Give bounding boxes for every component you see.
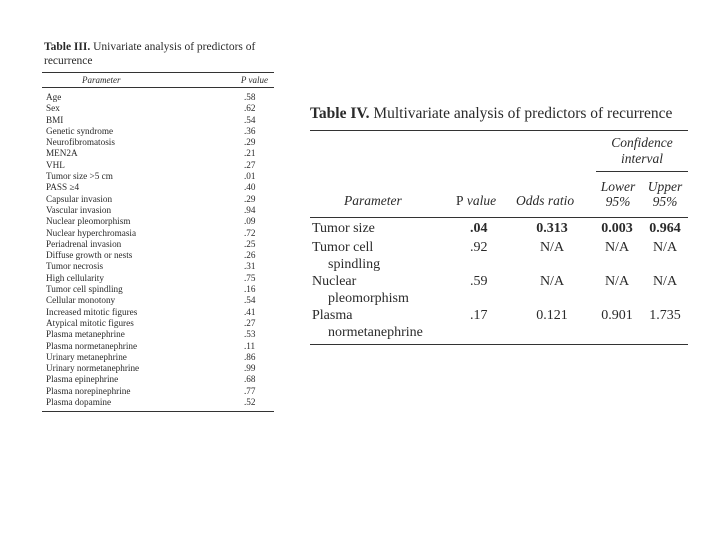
- table-row: [42, 307, 274, 318]
- table-iv-header: [310, 131, 688, 217]
- table-iii-caption: [44, 40, 274, 68]
- row-parameter: High cellularity: [46, 272, 104, 283]
- row-p-value: .68: [244, 374, 256, 385]
- row-p-value: .09: [244, 216, 256, 227]
- row-parameter: Plasma epinephrine: [46, 374, 119, 385]
- lower-line-1: Lower: [600, 179, 636, 194]
- row-parameter: Atypical mitotic figures: [46, 317, 134, 328]
- table-iv-header-upper: [642, 179, 688, 209]
- table-row: [42, 148, 274, 159]
- row-p-value: .25: [244, 238, 256, 249]
- row-parameter: Plasma dopamine: [46, 397, 112, 408]
- row-p-value: .29: [244, 193, 256, 204]
- table-row: [42, 341, 274, 352]
- table-row: [42, 386, 274, 397]
- row-parameter: Urinary normetanephrine: [46, 363, 140, 374]
- row-parameter: Nuclear pleomorphism: [46, 216, 131, 227]
- row-parameter: Urinary metanephrine: [46, 351, 127, 362]
- table-iii-header-rule: [42, 87, 274, 88]
- table-row: [42, 239, 274, 250]
- table-iv-header-lower: [596, 179, 640, 209]
- row-p-value: .11: [244, 340, 256, 351]
- row-parameter: Diffuse growth or nests: [46, 250, 133, 261]
- row-p-value: .21: [244, 148, 256, 159]
- table-iii-body: [42, 92, 274, 408]
- row-parameter: Sex: [46, 103, 60, 114]
- row-odds-ratio: 0.121: [536, 308, 568, 323]
- row-ci-upper: N/A: [652, 274, 678, 289]
- row-parameter: [312, 273, 462, 307]
- row-parameter-line-2: normetanephrine: [328, 325, 423, 340]
- row-p-value: .99: [244, 363, 256, 374]
- ci-line-2: interval: [621, 151, 663, 166]
- table-row: [42, 115, 274, 126]
- table-iii-bottom-rule: [42, 411, 274, 412]
- table-iii-label: Table III.: [44, 41, 91, 53]
- table-row: [42, 126, 274, 137]
- row-p-value: .75: [244, 272, 256, 283]
- table-row: [42, 284, 274, 295]
- table-iv-title: Multivariate analysis of predictors of recurrence: [373, 105, 673, 122]
- row-p-value: .27: [244, 159, 256, 170]
- row-p-value: .31: [244, 261, 256, 272]
- table-iii-header: [42, 73, 274, 87]
- row-ci-lower: 0.003: [601, 221, 633, 236]
- row-parameter: Increased mitotic figures: [46, 306, 138, 317]
- row-parameter: Tumor size >5 cm: [46, 171, 113, 182]
- row-parameter: Tumor necrosis: [46, 261, 104, 272]
- row-p-value: .77: [244, 385, 256, 396]
- table-row: [42, 261, 274, 272]
- table-iv-ci-rule: [596, 171, 688, 172]
- table-iv-header-odds-ratio: Odds ratio: [516, 193, 575, 208]
- p-letter: P: [456, 193, 464, 208]
- row-p-value: .04: [470, 221, 488, 236]
- table-row: [42, 216, 274, 227]
- table-row: [42, 363, 274, 374]
- row-ci-upper: 1.735: [649, 308, 681, 323]
- ci-line-1: Confidence: [611, 135, 673, 150]
- row-parameter: Nuclear hyperchromasia: [46, 227, 137, 238]
- row-p-value: .27: [244, 317, 256, 328]
- row-p-value: .58: [244, 92, 256, 102]
- table-row: [42, 397, 274, 408]
- table-row: [310, 273, 688, 309]
- row-p-value: .52: [244, 397, 256, 408]
- row-parameter: Tumor cell spindling: [46, 284, 123, 295]
- row-parameter: Plasma metanephrine: [46, 329, 125, 340]
- row-parameter-line-1: Tumor size: [312, 221, 375, 236]
- row-odds-ratio: N/A: [539, 274, 565, 289]
- table-row: [42, 374, 274, 385]
- table-row: [42, 194, 274, 205]
- row-parameter: [312, 220, 462, 237]
- row-p-value: .29: [244, 137, 256, 148]
- row-ci-lower: N/A: [604, 240, 630, 255]
- p-word: value: [466, 193, 497, 208]
- row-ci-lower: N/A: [604, 274, 630, 289]
- row-ci-upper: 0.964: [649, 221, 681, 236]
- row-parameter: Cellular monotony: [46, 295, 116, 306]
- row-parameter: [312, 307, 462, 341]
- table-row: [42, 182, 274, 193]
- upper-line-2: 95%: [652, 194, 678, 209]
- row-parameter: Periadrenal invasion: [46, 238, 122, 249]
- row-parameter: VHL: [46, 159, 65, 170]
- row-parameter-line-2: spindling: [328, 257, 381, 272]
- table-row: [310, 239, 688, 275]
- row-parameter: Neurofibromatosis: [46, 137, 115, 148]
- row-odds-ratio: 0.313: [536, 221, 568, 236]
- table-row: [42, 160, 274, 171]
- row-p-value: .17: [470, 308, 488, 323]
- table-iv-body: [310, 218, 688, 344]
- row-parameter: Vascular invasion: [46, 204, 112, 215]
- row-parameter-line-1: Nuclear: [312, 274, 357, 289]
- row-parameter: PASS ≥4: [46, 182, 80, 193]
- table-iii-header-p-value: P value: [240, 75, 268, 85]
- row-p-value: .53: [244, 329, 256, 340]
- table-iv-caption: [310, 104, 688, 123]
- row-p-value: .62: [244, 103, 256, 114]
- row-p-value: .26: [244, 250, 256, 261]
- row-odds-ratio: N/A: [539, 240, 565, 255]
- table-iv: [310, 104, 688, 345]
- row-p-value: .59: [470, 274, 488, 289]
- table-iii: [42, 40, 274, 412]
- row-p-value: .92: [470, 240, 488, 255]
- table-row: [42, 171, 274, 182]
- row-parameter-line-1: Plasma: [312, 308, 353, 323]
- table-row: [310, 307, 688, 343]
- table-row: [42, 318, 274, 329]
- table-iv-header-parameter: Parameter: [344, 193, 402, 208]
- row-parameter: [312, 239, 462, 273]
- row-parameter: Capsular invasion: [46, 193, 113, 204]
- table-iv-header-confidence-interval: [596, 135, 688, 167]
- row-p-value: .01: [244, 171, 256, 182]
- row-ci-upper: N/A: [652, 240, 678, 255]
- table-iv-header-p-value: [456, 193, 496, 208]
- table-row: [42, 273, 274, 284]
- row-parameter: MEN2A: [46, 148, 78, 159]
- table-row: [42, 103, 274, 114]
- table-row: [42, 228, 274, 239]
- row-parameter: Genetic syndrome: [46, 125, 114, 136]
- row-parameter: Age: [46, 92, 62, 102]
- lower-line-2: 95%: [605, 194, 631, 209]
- row-p-value: .16: [244, 284, 256, 295]
- table-iv-bottom-rule: [310, 344, 688, 345]
- row-parameter: Plasma norepinephrine: [46, 385, 131, 396]
- table-iv-label: Table IV.: [310, 105, 370, 122]
- row-p-value: .40: [244, 182, 256, 193]
- table-iii-title: Univariate analysis of predictors of recurrence: [44, 41, 256, 67]
- table-row: [42, 250, 274, 261]
- table-row: [42, 329, 274, 340]
- row-p-value: .94: [244, 204, 256, 215]
- row-parameter-line-1: Tumor cell: [312, 240, 374, 255]
- table-iii-header-parameter: Parameter: [82, 75, 121, 85]
- table-row: [42, 295, 274, 306]
- table-row: [42, 352, 274, 363]
- table-row: [42, 137, 274, 148]
- row-parameter: Plasma normetanephrine: [46, 340, 138, 351]
- row-ci-lower: 0.901: [601, 308, 633, 323]
- row-parameter-line-2: pleomorphism: [328, 291, 409, 306]
- row-p-value: .36: [244, 125, 256, 136]
- row-p-value: .41: [244, 306, 256, 317]
- row-p-value: .86: [244, 351, 256, 362]
- row-p-value: .54: [244, 114, 256, 125]
- row-p-value: .54: [244, 295, 256, 306]
- row-p-value: .72: [244, 227, 256, 238]
- row-parameter: BMI: [46, 114, 64, 125]
- table-row: [42, 205, 274, 216]
- upper-line-1: Upper: [647, 179, 683, 194]
- table-row: [42, 92, 274, 103]
